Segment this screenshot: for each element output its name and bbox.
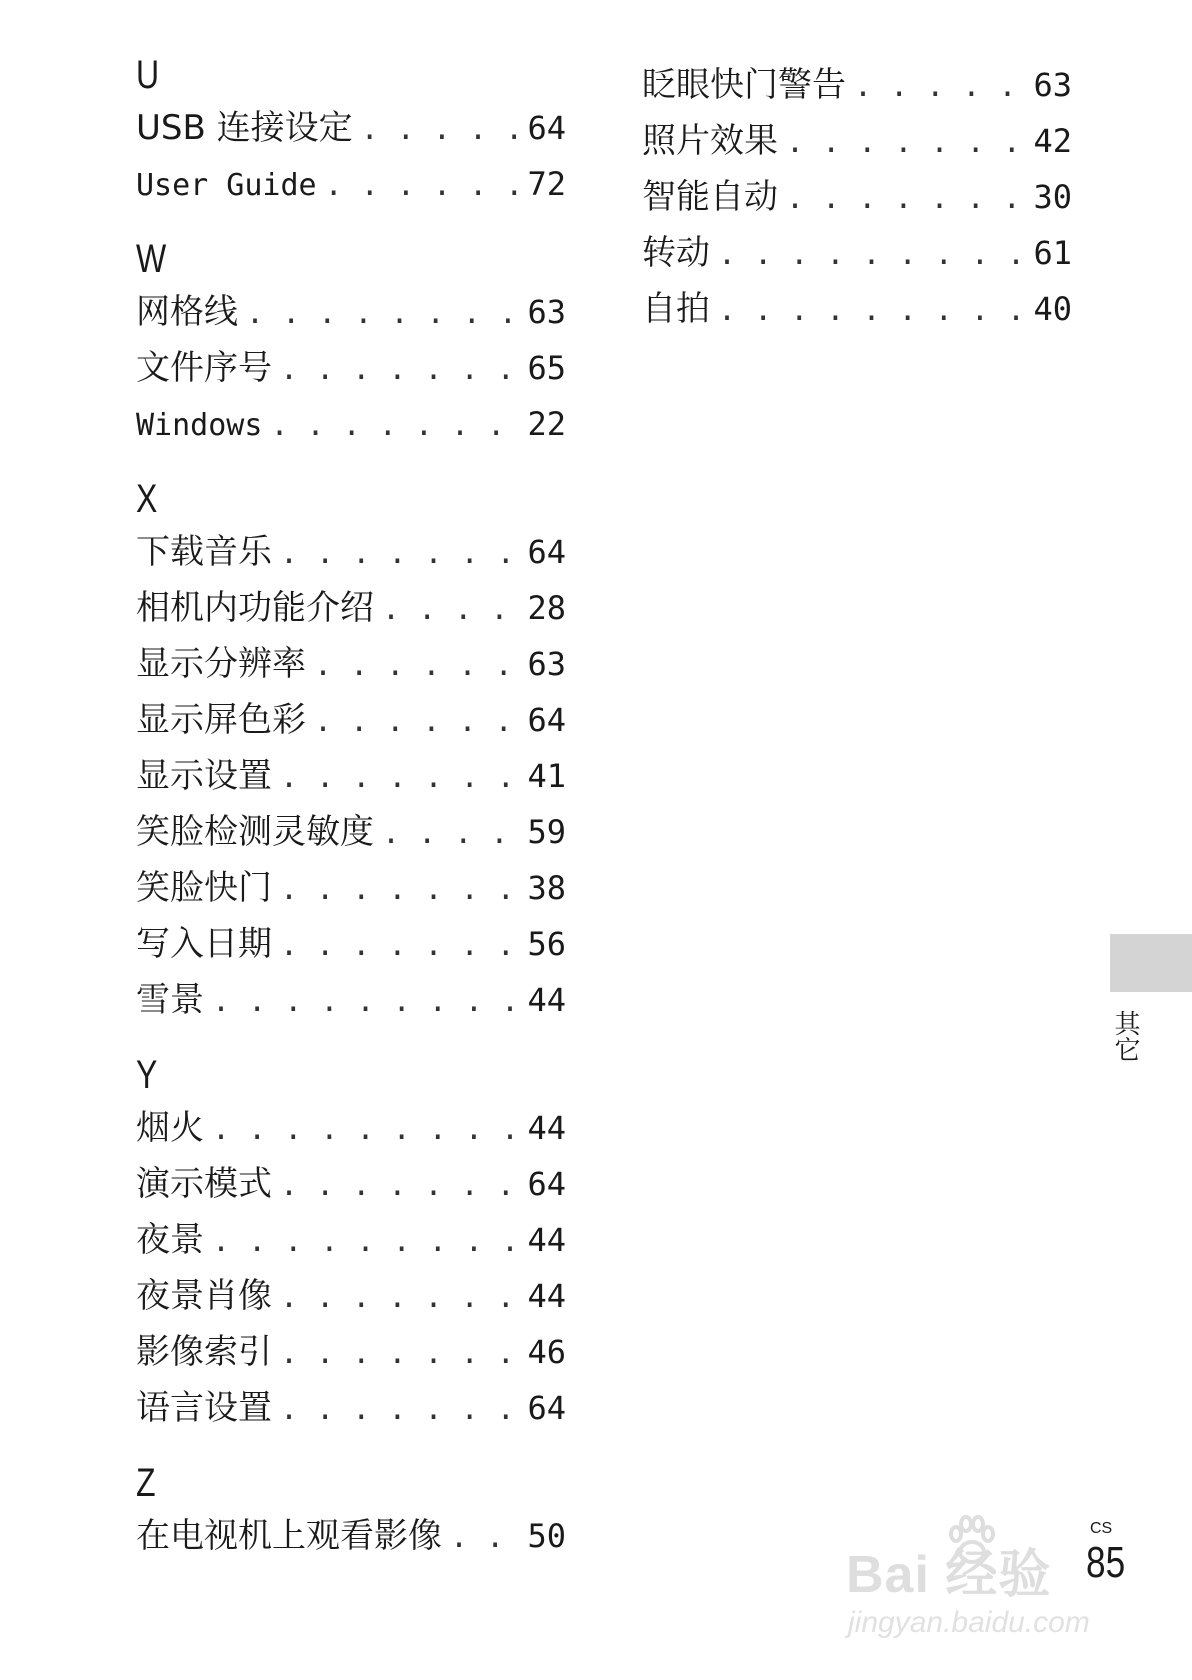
index-page-number: 40	[1033, 290, 1072, 328]
watermark-url: jingyan.baidu.com	[848, 1606, 1090, 1639]
index-page-number: 22	[527, 405, 566, 443]
index-term: 语言设置	[136, 1388, 272, 1428]
index-entry	[136, 972, 566, 1028]
dot-leader	[450, 1510, 519, 1564]
index-page-number: 64	[527, 701, 566, 739]
index-entry	[136, 1324, 566, 1380]
index-page-number: 42	[1033, 122, 1072, 160]
index-page-number: 59	[527, 813, 566, 851]
index-term: 写入日期	[136, 924, 272, 964]
dot-leader	[314, 694, 519, 748]
index-term: 显示分辨率	[136, 644, 306, 684]
dot-leader	[786, 115, 1025, 169]
index-term: 眨眼快门警告	[642, 65, 846, 105]
index-page-number: 30	[1033, 178, 1072, 216]
index-term: 显示设置	[136, 756, 272, 796]
index-entry	[136, 396, 566, 452]
index-page-number: 64	[527, 533, 566, 571]
index-entry	[136, 340, 566, 396]
dot-leader	[280, 1382, 519, 1436]
dot-leader	[382, 806, 519, 860]
index-entry	[136, 524, 566, 580]
index-page-number: 41	[527, 757, 566, 795]
index-entry	[136, 636, 566, 692]
index-term: 相机内功能介绍	[136, 588, 374, 628]
index-entry	[136, 1508, 566, 1564]
page-language-code: CS	[1090, 1520, 1113, 1537]
index-page-number: 64	[527, 109, 566, 147]
index-entry	[136, 860, 566, 916]
index-term: 影像索引	[136, 1332, 272, 1372]
index-term: 网格线	[136, 292, 238, 332]
index-entry	[642, 281, 1072, 337]
index-page-number: 63	[527, 293, 566, 331]
index-term: 演示模式	[136, 1164, 272, 1204]
index-term: 在电视机上观看影像	[136, 1516, 442, 1556]
dot-leader	[786, 171, 1025, 225]
index-page-number: 44	[527, 1277, 566, 1315]
index-entry	[642, 169, 1072, 225]
index-entry	[136, 692, 566, 748]
index-page-number: 63	[1033, 66, 1072, 104]
index-page-number: 72	[527, 165, 566, 203]
index-term: User Guide	[136, 168, 317, 203]
index-page-number: 38	[527, 869, 566, 907]
section-letter: U	[136, 53, 160, 97]
index-term: 文件序号	[136, 348, 272, 388]
index-term: 雪景	[136, 980, 204, 1020]
index-term: 笑脸快门	[136, 868, 272, 908]
index-section	[136, 1458, 566, 1564]
index-entry	[642, 225, 1072, 281]
section-letter: Z	[136, 1461, 156, 1505]
dot-leader	[280, 918, 519, 972]
dot-leader	[280, 750, 519, 804]
dot-leader	[280, 862, 519, 916]
page-number: 85	[1086, 1538, 1126, 1587]
index-term: 烟火	[136, 1108, 204, 1148]
index-term: USB 连接设定	[136, 108, 353, 148]
index-term: 夜景	[136, 1220, 204, 1260]
index-section	[136, 50, 566, 212]
index-page-number: 61	[1033, 234, 1072, 272]
dot-leader	[280, 1270, 519, 1324]
index-entry	[136, 1100, 566, 1156]
index-entry	[642, 57, 1072, 113]
index-term: 智能自动	[642, 177, 778, 217]
dot-leader	[280, 1326, 519, 1380]
watermark-brand: Bai 经验	[846, 1546, 1052, 1604]
dot-leader	[212, 974, 519, 1028]
index-page-number: 50	[527, 1517, 566, 1555]
index-term: 夜景肖像	[136, 1276, 272, 1316]
section-tab-label: 其它	[1110, 1010, 1140, 1062]
index-entry	[136, 1156, 566, 1212]
index-section	[136, 1050, 566, 1436]
index-page-number: 64	[527, 1389, 566, 1427]
index-page-number: 56	[527, 925, 566, 963]
index-term: 显示屏色彩	[136, 700, 306, 740]
index-page-number: 65	[527, 349, 566, 387]
section-tab	[1110, 934, 1192, 992]
index-term: 笑脸检测灵敏度	[136, 812, 374, 852]
dot-leader	[280, 526, 519, 580]
index-entry	[136, 748, 566, 804]
dot-leader	[280, 1158, 519, 1212]
index-entry	[136, 580, 566, 636]
index-entry	[642, 113, 1072, 169]
dot-leader	[325, 158, 520, 212]
dot-leader	[382, 582, 519, 636]
index-left-column	[136, 50, 566, 1586]
index-term: 照片效果	[642, 121, 778, 161]
index-right-column	[642, 57, 1072, 337]
section-letter: Y	[136, 1053, 158, 1097]
dot-leader	[280, 342, 519, 396]
dot-leader	[718, 227, 1025, 281]
dot-leader	[212, 1214, 519, 1268]
dot-leader	[212, 1102, 519, 1156]
index-entry	[136, 100, 566, 156]
index-entry	[136, 284, 566, 340]
index-page-number: 28	[527, 589, 566, 627]
index-page-number: 44	[527, 1221, 566, 1259]
index-entry	[136, 1380, 566, 1436]
index-page-number: 44	[527, 981, 566, 1019]
index-entry	[136, 156, 566, 212]
index-section	[136, 234, 566, 452]
index-page-number: 46	[527, 1333, 566, 1371]
index-section	[136, 474, 566, 1028]
dot-leader	[246, 286, 519, 340]
watermark	[846, 1532, 1186, 1662]
index-page-number: 63	[527, 645, 566, 683]
index-entry	[136, 1212, 566, 1268]
index-term: 自拍	[642, 289, 710, 329]
dot-leader	[854, 59, 1025, 113]
index-page-number: 44	[527, 1109, 566, 1147]
index-entry	[136, 804, 566, 860]
section-letter: W	[136, 237, 167, 281]
index-term: 下载音乐	[136, 532, 272, 572]
index-term: Windows	[136, 408, 263, 443]
dot-leader	[361, 102, 520, 156]
dot-leader	[718, 283, 1025, 337]
index-entry	[136, 1268, 566, 1324]
dot-leader	[270, 398, 519, 452]
index-page-number: 64	[527, 1165, 566, 1203]
index-term: 转动	[642, 233, 710, 273]
section-letter: X	[136, 477, 158, 521]
dot-leader	[314, 638, 519, 692]
index-entry	[136, 916, 566, 972]
